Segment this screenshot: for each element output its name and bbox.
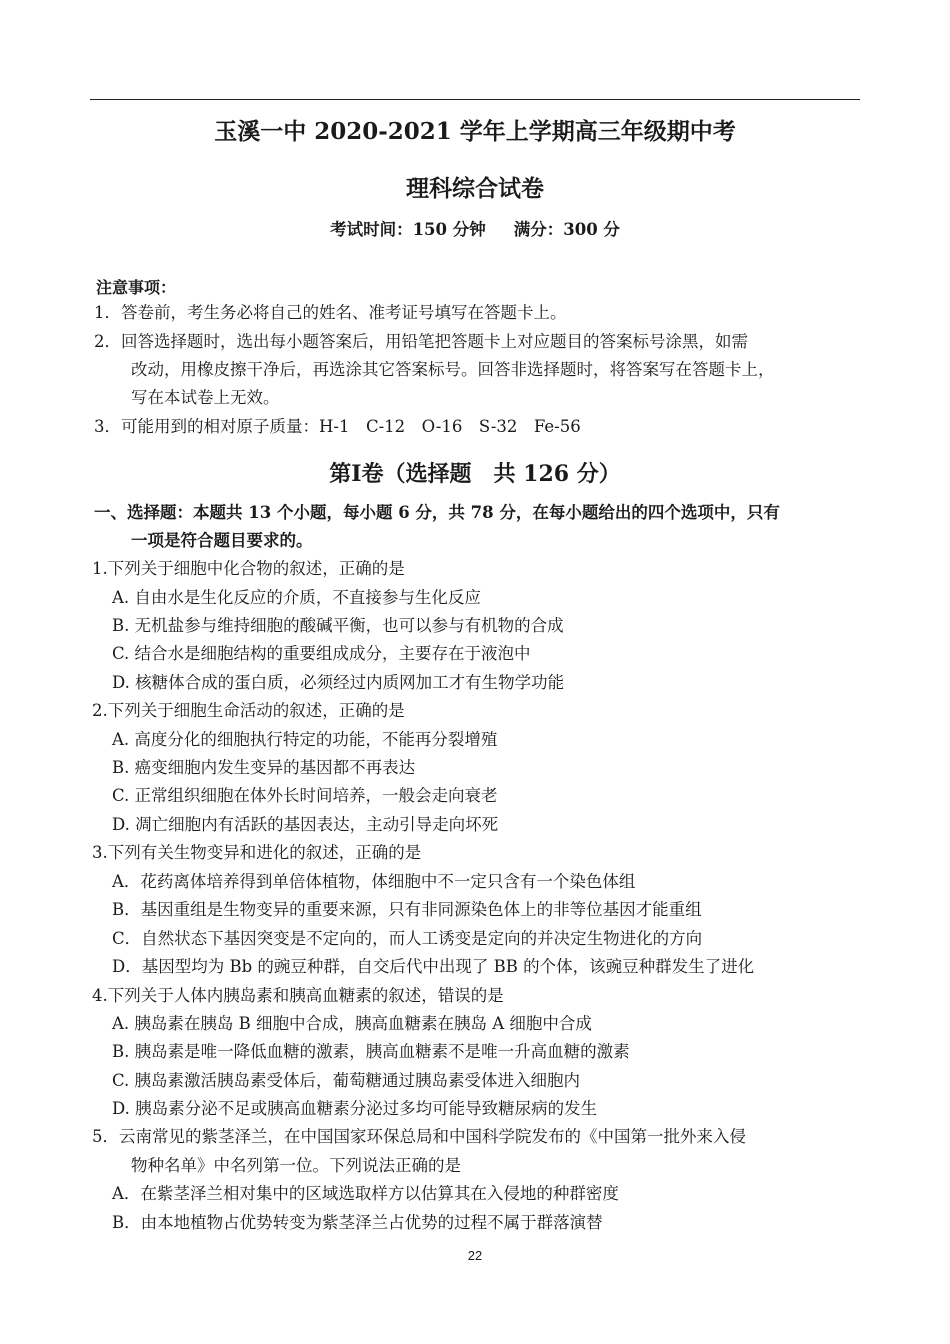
question-5-option-a: A．在紫茎泽兰相对集中的区域选取样方以估算其在入侵地的种群密度 bbox=[112, 1184, 619, 1203]
question-2-option-d: D. 凋亡细胞内有活跃的基因表达，主动引导走向坏死 bbox=[112, 815, 499, 834]
question-3-option-b: B．基因重组是生物变异的重要来源，只有非同源染色体上的非等位基因才能重组 bbox=[112, 900, 702, 919]
question-2-stem: 2.下列关于细胞生命活动的叙述，正确的是 bbox=[92, 701, 405, 720]
question-5-option-b: B．由本地植物占优势转变为紫茎泽兰占优势的过程不属于群落演替 bbox=[112, 1213, 603, 1232]
question-1-option-a: A. 自由水是生化反应的介质，不直接参与生化反应 bbox=[112, 588, 481, 607]
notice-item-2-line-1: 2．回答选择题时，选出每小题答案后，用铅笔把答题卡上对应题目的答案标号涂黑，如需 bbox=[94, 332, 748, 351]
exam-time: 考试时间：150 分钟 bbox=[330, 220, 486, 239]
question-4-option-b: B. 胰岛素是唯一降低血糖的激素，胰高血糖素不是唯一升高血糖的激素 bbox=[112, 1042, 630, 1061]
page-number: 22 bbox=[467, 1248, 483, 1263]
exam-score: 满分：300 分 bbox=[513, 220, 620, 239]
question-1-option-d: D. 核糖体合成的蛋白质，必须经过内质网加工才有生物学功能 bbox=[112, 673, 565, 692]
section-instruction-line-2: 一项是符合题目要求的。 bbox=[131, 531, 313, 550]
question-1-stem: 1.下列关于细胞中化合物的叙述，正确的是 bbox=[92, 559, 405, 578]
question-2-option-c: C. 正常组织细胞在体外长时间培养，一般会走向衰老 bbox=[112, 786, 498, 805]
question-3-option-a: A．花药离体培养得到单倍体植物，体细胞中不一定只含有一个染色体组 bbox=[112, 872, 636, 891]
exam-info bbox=[0, 216, 950, 240]
header-rule bbox=[90, 99, 860, 100]
section-title: 第Ⅰ卷（选择题 共 126 分） bbox=[329, 461, 621, 487]
question-4-option-c: C. 胰岛素激活胰岛素受体后，葡萄糖通过胰岛素受体进入细胞内 bbox=[112, 1071, 581, 1090]
notice-item-2-line-3: 写在本试卷上无效。 bbox=[131, 388, 280, 407]
question-3-option-d: D．基因型均为 Bb 的豌豆种群，自交后代中出现了 BB 的个体，该豌豆种群发生了进化 bbox=[112, 957, 755, 976]
question-4-option-a: A. 胰岛素在胰岛 B 细胞中合成，胰高血糖素在胰岛 A 细胞中合成 bbox=[112, 1014, 592, 1033]
notice-item-2-line-2: 改动，用橡皮擦干净后，再选涂其它答案标号。回答非选择题时，将答案写在答题卡上， bbox=[131, 360, 775, 379]
exam-subtitle: 理科综合试卷 bbox=[406, 175, 544, 202]
question-5-stem-line-2: 物种名单》中名列第一位。下列说法正确的是 bbox=[131, 1156, 461, 1175]
question-3-stem: 3.下列有关生物变异和进化的叙述，正确的是 bbox=[92, 843, 422, 862]
notice-heading: 注意事项： bbox=[96, 278, 177, 297]
question-1-option-b: B. 无机盐参与维持细胞的酸碱平衡，也可以参与有机物的合成 bbox=[112, 616, 564, 635]
question-2-option-a: A. 高度分化的细胞执行特定的功能，不能再分裂增殖 bbox=[112, 730, 498, 749]
question-1-option-c: C. 结合水是细胞结构的重要组成成分，主要存在于液泡中 bbox=[112, 644, 531, 663]
notice-item-1: 1．答卷前，考生务必将自己的姓名、准考证号填写在答题卡上。 bbox=[94, 303, 567, 322]
section-instruction-line-1: 一、选择题：本题共 13 个小题，每小题 6 分，共 78 分，在每小题给出的四个选项中，只有 bbox=[94, 503, 780, 522]
notice-item-3: 3．可能用到的相对原子质量：H-1 C-12 O-16 S-32 Fe-56 bbox=[94, 417, 581, 436]
question-4-option-d: D. 胰岛素分泌不足或胰高血糖素分泌过多均可能导致糖尿病的发生 bbox=[112, 1099, 598, 1118]
question-4-stem: 4.下列关于人体内胰岛素和胰高血糖素的叙述，错误的是 bbox=[92, 986, 504, 1005]
question-3-option-c: C．自然状态下基因突变是不定向的，而人工诱变是定向的并决定生物进化的方向 bbox=[112, 929, 703, 948]
question-5-stem-line-1: 5．云南常见的紫茎泽兰，在中国国家环保总局和中国科学院发布的《中国第一批外来入侵 bbox=[92, 1127, 746, 1146]
question-2-option-b: B. 癌变细胞内发生变异的基因都不再表达 bbox=[112, 758, 416, 777]
exam-title: 玉溪一中 2020-2021 学年上学期高三年级期中考 bbox=[214, 118, 736, 145]
